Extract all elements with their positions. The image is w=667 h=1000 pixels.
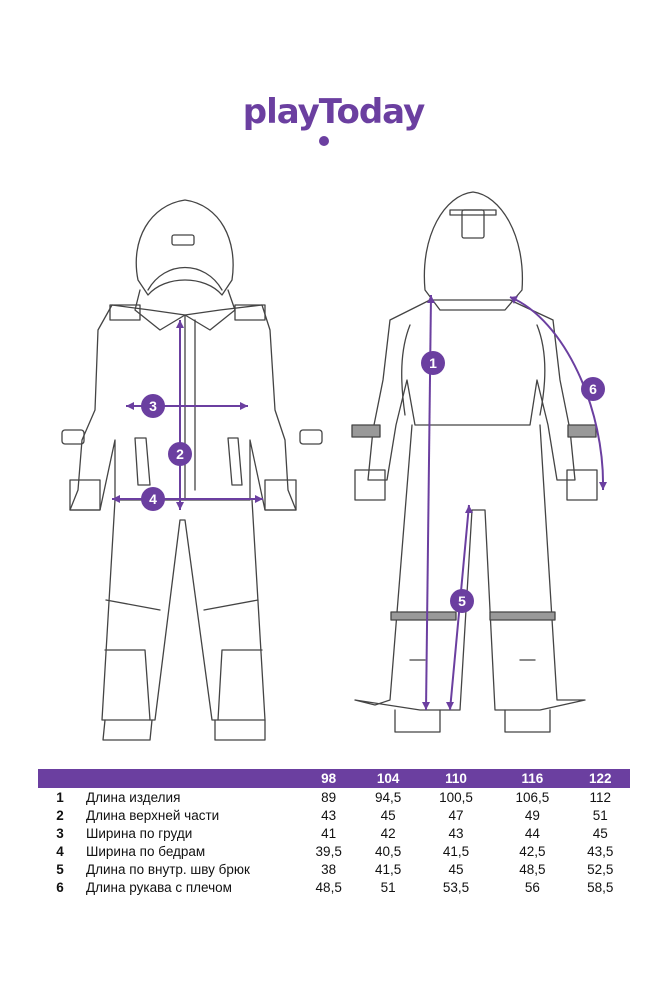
table-row (38, 878, 630, 896)
row-label: Длина рукава с плечом (86, 879, 232, 895)
table-cell: 58,5 (587, 879, 614, 895)
row-number: 2 (56, 807, 64, 823)
table-cell: 45 (592, 825, 608, 841)
marker-4 (141, 487, 165, 511)
table-cell: 48,5 (519, 861, 546, 877)
marker-5-label: 5 (458, 593, 466, 609)
table-cell: 41,5 (374, 861, 402, 877)
row-label: Длина верхней части (86, 807, 220, 823)
table-cell: 44 (524, 825, 540, 841)
table-cell: 106,5 (515, 789, 550, 805)
size-table (38, 769, 630, 896)
table-cell: 49 (524, 807, 540, 823)
size-header-row (38, 769, 630, 788)
table-row (38, 824, 630, 842)
table-cell: 41 (321, 825, 337, 841)
brand-logo: playToday (242, 92, 425, 132)
marker-3 (141, 394, 165, 418)
front-view (62, 200, 322, 740)
table-cell: 42 (380, 825, 396, 841)
marker-4-label: 4 (149, 491, 157, 507)
row-label: Длина изделия (86, 789, 181, 805)
table-row (38, 806, 630, 824)
marker-6 (581, 377, 605, 401)
marker-2 (168, 442, 192, 466)
logo-dot (319, 136, 329, 146)
table-cell: 112 (589, 789, 612, 805)
table-cell: 52,5 (587, 861, 614, 877)
table-cell: 51 (592, 807, 608, 823)
table-cell: 48,5 (315, 879, 342, 895)
table-cell: 43 (448, 825, 464, 841)
table-cell: 39,5 (315, 843, 342, 859)
table-row (38, 788, 630, 806)
size-header-104: 104 (376, 771, 400, 786)
table-cell: 38 (321, 861, 337, 877)
header-num-cell (38, 769, 82, 788)
row-number: 3 (56, 825, 64, 841)
marker-2-label: 2 (176, 446, 184, 462)
marker-3-label: 3 (149, 398, 157, 414)
table-row (38, 842, 630, 860)
table-cell: 45 (448, 861, 464, 877)
table-cell: 40,5 (374, 843, 402, 859)
row-label: Ширина по груди (86, 825, 193, 841)
row-number: 4 (56, 843, 64, 859)
row-number: 6 (56, 879, 64, 895)
table-row (38, 860, 630, 878)
row-number: 1 (56, 789, 64, 805)
table-cell: 89 (321, 789, 337, 805)
table-cell: 94,5 (374, 789, 402, 805)
marker-5 (450, 589, 474, 613)
table-cell: 100,5 (439, 789, 473, 805)
size-header-110: 110 (445, 771, 467, 786)
table-cell: 51 (380, 879, 396, 895)
row-number: 5 (56, 861, 64, 877)
table-cell: 42,5 (519, 843, 546, 859)
row-label: Длина по внутр. шву брюк (86, 861, 250, 877)
table-cell: 41,5 (442, 843, 470, 859)
table-cell: 47 (448, 807, 464, 823)
table-cell: 43 (321, 807, 337, 823)
marker-1-label: 1 (429, 355, 437, 371)
size-header-98: 98 (321, 771, 337, 786)
header-label-cell (82, 769, 299, 788)
size-header-122: 122 (589, 771, 612, 786)
marker-1 (421, 351, 445, 375)
table-cell: 45 (380, 807, 396, 823)
table-cell: 56 (524, 879, 540, 895)
size-header-116: 116 (521, 771, 544, 786)
garment-sketch (0, 180, 667, 750)
table-cell: 53,5 (442, 879, 470, 895)
table-cell: 43,5 (587, 843, 614, 859)
row-label: Ширина по бедрам (86, 843, 206, 859)
marker-6-label: 6 (589, 381, 597, 397)
back-view (352, 192, 597, 732)
